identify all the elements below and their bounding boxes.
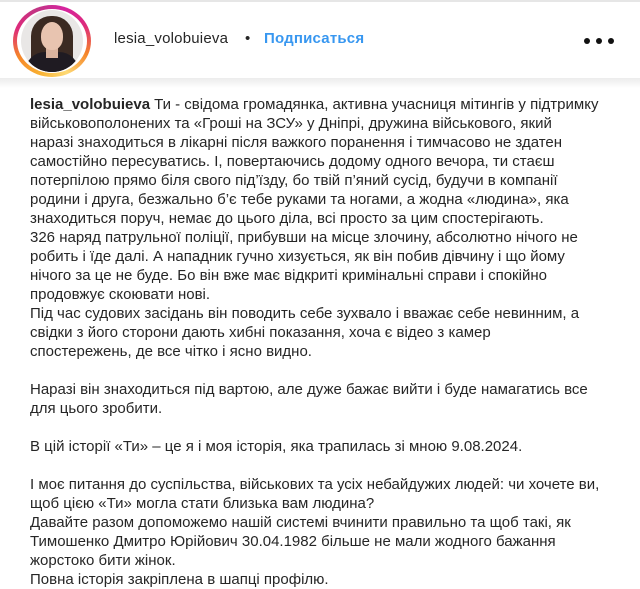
caption-line: військовополонених та «Гроші на ЗСУ» у Дніпрі, дружина військового, який (30, 115, 552, 132)
paragraph-gap (30, 456, 635, 475)
caption-line: Тимошенко Дмитро Юрійович 30.04.1982 більше не мали жодного бажання (30, 533, 556, 550)
more-dot-icon (608, 38, 614, 44)
caption-line: Давайте разом допоможемо нашій системі вчинити правильно та щоб такі, як (30, 514, 571, 531)
caption-line: продовжує скоювати нові. (30, 286, 211, 303)
caption-line: потерпілою прямо біля свого під’їзду, бо твій п’яний сусід, будучи в компанії (30, 172, 558, 189)
caption-line: Під час судових засідань він поводить себе зухвало і вважає себе невинним, а (30, 305, 580, 322)
follow-button[interactable]: Подписаться (264, 30, 365, 47)
caption-line: для цього зробити. (30, 400, 163, 417)
paragraph-gap (30, 361, 635, 380)
post-header (0, 2, 640, 76)
caption-text: Ти - свідома громадянка, активна учасниця мітингів у підтримку (154, 96, 599, 113)
caption-line: знаходиться поруч, немає до цього діла, всі просто за цим спостерігають. (30, 210, 544, 227)
caption-line: нічого за це не буде. Бо він вже має відкриті кримінальні справи і спокійно (30, 267, 547, 284)
paragraph-gap (30, 418, 635, 437)
caption-line: спостережень, де все чітко і ясно видно. (30, 343, 312, 360)
post-caption (30, 95, 635, 589)
caption-line: В цій історії «Ти» – це я і моя історія, яка трапилась зі мною 9.08.2024. (30, 438, 523, 455)
avatar-face (41, 22, 63, 50)
caption-line: Повна історія закріплена в шапці профілю. (30, 571, 329, 588)
caption-line: 326 наряд патрульної поліції, прибувши на місце злочину, абсолютно нічого не (30, 229, 578, 246)
avatar[interactable] (21, 10, 83, 72)
caption-line: щоб цією «Ти» могла стати близька вам людина? (30, 495, 375, 512)
caption-line: наразі знаходиться в лікарні після важкого поранення і тимчасово не здатен (30, 134, 563, 151)
caption-line: родини і друга, безжально б’є тебе руками та ногами, а жодна «людина», яка (30, 191, 569, 208)
caption-line (30, 95, 635, 114)
caption-line: Наразі він знаходиться під вартою, але дуже бажає вийти і буде намагатись все (30, 381, 588, 398)
caption-line: робить і їде далі. А нападник гучно хизується, як він побив дівчину і що йому (30, 248, 565, 265)
caption-line: жорстоко бити жінок. (30, 552, 176, 569)
more-dot-icon (584, 38, 590, 44)
separator-dot: • (245, 30, 251, 47)
caption-line: самостійно пересуватись. І, повертаючись додому одного вечора, ти стаєш (30, 153, 555, 170)
more-options-button[interactable] (584, 35, 620, 47)
caption-line: І моє питання до суспільства, військових та усіх небайдужих людей: чи хочете ви, (30, 476, 600, 493)
header-divider (0, 78, 640, 88)
caption-line: свідки з його сторони дають хибні показання, хоча є відео з камер (30, 324, 491, 341)
profile-avatar-story-ring[interactable] (13, 5, 91, 77)
more-dot-icon (596, 38, 602, 44)
caption-author-link[interactable]: lesia_volobuieva (30, 96, 151, 113)
header-username-link[interactable]: lesia_volobuieva (114, 30, 229, 47)
